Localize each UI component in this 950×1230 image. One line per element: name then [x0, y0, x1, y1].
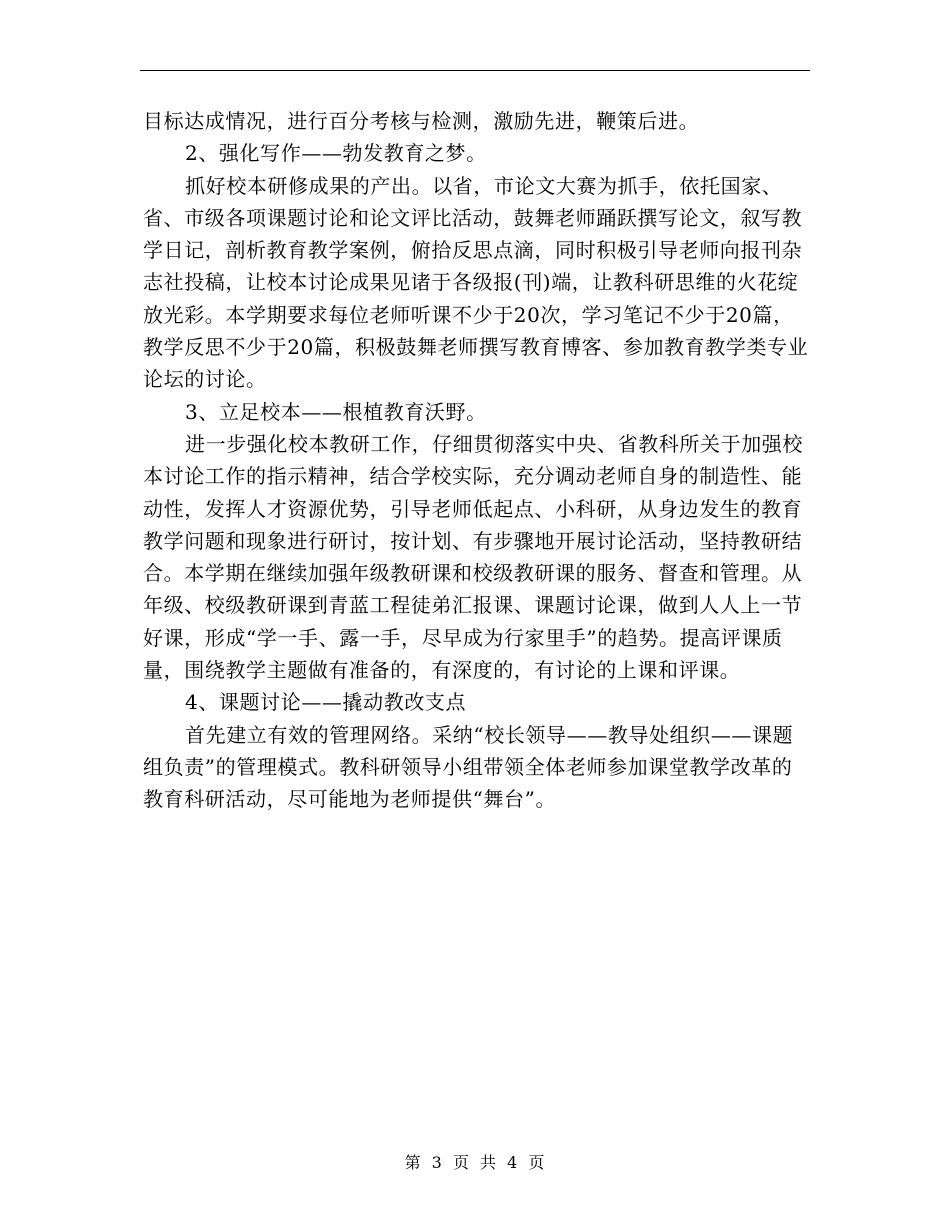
document-body [143, 105, 813, 816]
paragraph-school-based: 进一步强化校本教研工作，仔细贯彻落实中央、省教科所关于加强校本讨论工作的指示精神，结合学校实际，充分调动老师自身的制造性、能动性，发挥人才资源优势，引导老师低起点、小科研，从身边发生的教育教学问题和现象进行研讨，按计划、有步骤地开展讨论活动，坚持教研结合。本学期在继续加强年级教研课和校级教研课的服务、督查和管理。从年级、校级教研课到青蓝工程徒弟汇报课、课题讨论课，做到人人上一节好课，形成“学一手、露一手，尽早成为行家里手”的趋势。提高评课质量，围绕教学主题做有准备的，有深度的，有讨论的上课和评课。 [143, 431, 803, 683]
page-number-footer: 第 3 页 共 4 页 [404, 1153, 546, 1172]
section-heading-school-based: 3、立足校本——根植教育沃野。 [185, 399, 487, 424]
paragraph-research: 首先建立有效的管理网络。采纳“校长领导——教导处组织——课题组负责”的管理模式。教科研领导小组带领全体老师参加课堂教学改革的教育科研活动，尽可能地为老师提供“舞台”。 [143, 722, 794, 812]
section-heading-writing: 2、强化写作——勃发教育之梦。 [185, 141, 487, 166]
paragraph-writing: 抓好校本研修成果的产出。以省，市论文大赛为抓手，依托国家、省、市级各项课题讨论和论文评比活动，鼓舞老师踊跃撰写论文，叙写教学日记，剖析教育教学案例，俯拾反思点滴，同时积极引导老师向报刊杂志社投稿，让校本讨论成果见诸于各级报(刊)端，让教科研思维的火花绽放光彩。本学期要求每位老师听课不少于20次，学习笔记不少于20篇，教学反思不少于20篇，积极鼓舞老师撰写教育博客、参加教育教学类专业论坛的讨论。 [143, 173, 809, 392]
header-rule [140, 70, 810, 71]
section-heading-research: 4、课题讨论——撬动教改支点 [185, 690, 467, 715]
paragraph-continuation: 目标达成情况，进行百分考核与检测，激励先进，鞭策后进。 [143, 109, 700, 133]
